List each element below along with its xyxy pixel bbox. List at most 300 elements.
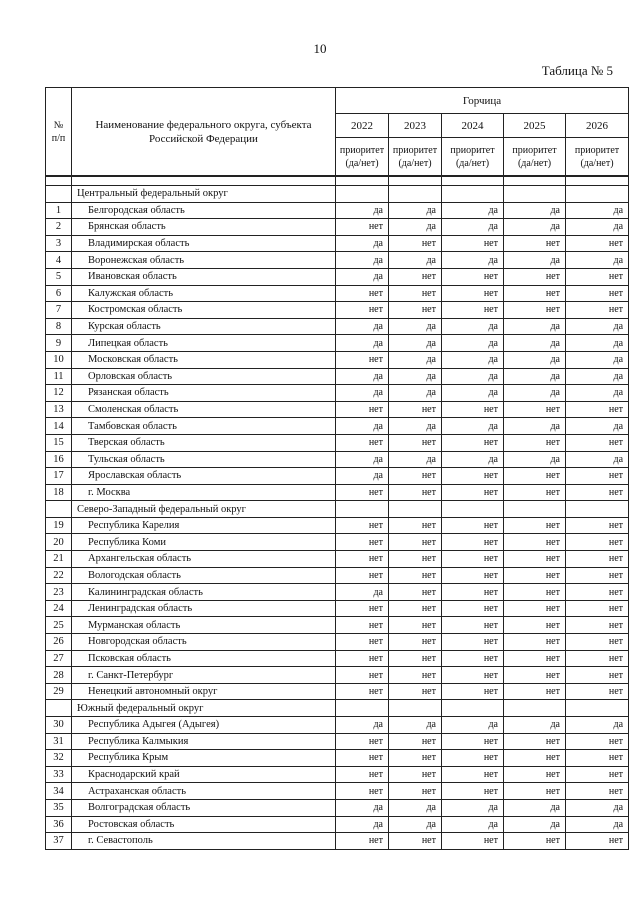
priority-value-2023: нет — [389, 484, 442, 501]
region-name: Воронежская область — [72, 252, 336, 269]
priority-value-2023: нет — [389, 683, 442, 700]
header-year: 2026 — [566, 114, 629, 138]
district-empty-cell — [389, 700, 442, 717]
row-number: 30 — [46, 717, 72, 734]
table-row — [46, 717, 629, 734]
row-number: 24 — [46, 600, 72, 617]
priority-value-2022: нет — [336, 219, 389, 236]
priority-value-2023: нет — [389, 268, 442, 285]
district-row — [46, 700, 629, 717]
region-name: Архангельская область — [72, 551, 336, 568]
row-number: 2 — [46, 219, 72, 236]
priority-value-2025: нет — [504, 302, 566, 319]
priority-value-2026: нет — [566, 733, 629, 750]
table-row — [46, 766, 629, 783]
row-number: 15 — [46, 434, 72, 451]
priority-value-2026: нет — [566, 302, 629, 319]
region-name: Волгоградская область — [72, 799, 336, 816]
priority-value-2022: да — [336, 418, 389, 435]
priority-value-2024: нет — [442, 584, 504, 601]
district-empty-cell — [442, 186, 504, 203]
priority-value-2023: нет — [389, 600, 442, 617]
table-row — [46, 634, 629, 651]
priority-value-2022: да — [336, 451, 389, 468]
priority-value-2022: да — [336, 268, 389, 285]
row-number: 18 — [46, 484, 72, 501]
row-number: 4 — [46, 252, 72, 269]
district-empty-cell — [336, 700, 389, 717]
priority-value-2024: да — [442, 799, 504, 816]
priority-value-2026: нет — [566, 235, 629, 252]
priority-value-2024: нет — [442, 468, 504, 485]
priority-value-2022: нет — [336, 434, 389, 451]
header-priority: приоритет (да/нет) — [566, 138, 629, 177]
priority-value-2026: нет — [566, 783, 629, 800]
priority-value-2024: да — [442, 252, 504, 269]
priority-value-2023: да — [389, 219, 442, 236]
priority-value-2023: нет — [389, 235, 442, 252]
row-number: 16 — [46, 451, 72, 468]
region-name: Владимирская область — [72, 235, 336, 252]
row-number: 17 — [46, 468, 72, 485]
priority-value-2023: нет — [389, 634, 442, 651]
priority-value-2024: да — [442, 202, 504, 219]
priority-value-2023: нет — [389, 750, 442, 767]
header-year: 2024 — [442, 114, 504, 138]
priority-value-2022: нет — [336, 285, 389, 302]
priority-value-2023: нет — [389, 783, 442, 800]
priority-value-2025: нет — [504, 733, 566, 750]
table-row — [46, 484, 629, 501]
priority-value-2026: да — [566, 451, 629, 468]
region-name: Орловская область — [72, 368, 336, 385]
district-empty-cell — [566, 501, 629, 518]
table-row — [46, 235, 629, 252]
table-body — [46, 176, 629, 849]
row-number: 8 — [46, 318, 72, 335]
header-number-abbr: п/п — [51, 132, 66, 144]
priority-value-2024: нет — [442, 683, 504, 700]
region-name: Новгородская область — [72, 634, 336, 651]
region-name: Краснодарский край — [72, 766, 336, 783]
priority-value-2024: нет — [442, 600, 504, 617]
region-name: Рязанская область — [72, 385, 336, 402]
region-name: Республика Карелия — [72, 517, 336, 534]
region-name: Курская область — [72, 318, 336, 335]
region-name: Мурманская область — [72, 617, 336, 634]
region-name: Тульская область — [72, 451, 336, 468]
priority-value-2025: да — [504, 351, 566, 368]
priority-value-2023: нет — [389, 766, 442, 783]
priority-value-2024: да — [442, 418, 504, 435]
priority-value-2025: нет — [504, 285, 566, 302]
priority-value-2025: нет — [504, 401, 566, 418]
table-row — [46, 567, 629, 584]
priority-value-2025: да — [504, 717, 566, 734]
table-row — [46, 600, 629, 617]
table-header — [46, 88, 629, 177]
priority-value-2024: да — [442, 318, 504, 335]
table-caption: Таблица № 5 — [541, 63, 613, 78]
row-number: 31 — [46, 733, 72, 750]
region-name: Калужская область — [72, 285, 336, 302]
region-name: Псковская область — [72, 650, 336, 667]
region-name: Республика Коми — [72, 534, 336, 551]
region-name: Смоленская область — [72, 401, 336, 418]
district-title: Центральный федеральный округ — [72, 186, 336, 203]
priority-value-2024: нет — [442, 517, 504, 534]
priority-value-2023: нет — [389, 567, 442, 584]
priority-value-2022: да — [336, 235, 389, 252]
priority-value-2023: да — [389, 816, 442, 833]
table-row — [46, 667, 629, 684]
priority-value-2025: нет — [504, 600, 566, 617]
page-number: 10 — [313, 41, 327, 56]
table-row — [46, 551, 629, 568]
district-empty-cell — [336, 186, 389, 203]
priority-value-2022: да — [336, 335, 389, 352]
priority-value-2024: да — [442, 351, 504, 368]
priority-value-2026: нет — [566, 401, 629, 418]
priority-value-2023: нет — [389, 551, 442, 568]
priority-value-2025: нет — [504, 783, 566, 800]
priority-value-2024: нет — [442, 750, 504, 767]
row-number: 5 — [46, 268, 72, 285]
priority-value-2026: нет — [566, 468, 629, 485]
priority-value-2023: нет — [389, 733, 442, 750]
table-row — [46, 368, 629, 385]
row-number: 29 — [46, 683, 72, 700]
priority-value-2024: нет — [442, 235, 504, 252]
priority-value-2024: нет — [442, 634, 504, 651]
district-empty-cell — [504, 700, 566, 717]
priority-value-2022: нет — [336, 783, 389, 800]
priority-value-2025: нет — [504, 517, 566, 534]
row-number: 27 — [46, 650, 72, 667]
district-title: Южный федеральный округ — [72, 700, 336, 717]
table-row — [46, 385, 629, 402]
priority-value-2026: нет — [566, 750, 629, 767]
priority-value-2024: нет — [442, 783, 504, 800]
priority-value-2022: да — [336, 799, 389, 816]
table-row — [46, 733, 629, 750]
priority-value-2022: да — [336, 318, 389, 335]
priority-value-2022: нет — [336, 484, 389, 501]
row-number: 3 — [46, 235, 72, 252]
table-row — [46, 202, 629, 219]
priority-value-2026: да — [566, 335, 629, 352]
region-name: г. Санкт-Петербург — [72, 667, 336, 684]
priority-value-2026: нет — [566, 268, 629, 285]
priority-value-2025: да — [504, 385, 566, 402]
table-row — [46, 335, 629, 352]
region-name: Вологодская область — [72, 567, 336, 584]
row-number: 14 — [46, 418, 72, 435]
region-name: г. Москва — [72, 484, 336, 501]
priority-value-2023: нет — [389, 667, 442, 684]
priority-value-2022: нет — [336, 551, 389, 568]
table-row — [46, 833, 629, 850]
priority-value-2026: нет — [566, 484, 629, 501]
priority-value-2026: нет — [566, 766, 629, 783]
priority-value-2022: нет — [336, 617, 389, 634]
priority-value-2026: да — [566, 219, 629, 236]
priority-value-2023: да — [389, 799, 442, 816]
priority-value-2023: да — [389, 318, 442, 335]
priority-value-2022: нет — [336, 302, 389, 319]
region-name: Ивановская область — [72, 268, 336, 285]
row-number: 28 — [46, 667, 72, 684]
row-number: 12 — [46, 385, 72, 402]
priority-value-2023: да — [389, 202, 442, 219]
table-row — [46, 650, 629, 667]
row-number: 25 — [46, 617, 72, 634]
district-empty-cell — [442, 700, 504, 717]
table-row — [46, 285, 629, 302]
priority-value-2022: да — [336, 584, 389, 601]
priority-value-2024: да — [442, 335, 504, 352]
district-empty-cell — [389, 501, 442, 518]
priority-value-2026: да — [566, 318, 629, 335]
priority-value-2024: да — [442, 385, 504, 402]
row-number: 23 — [46, 584, 72, 601]
header-priority: приоритет (да/нет) — [336, 138, 389, 177]
priority-value-2023: нет — [389, 517, 442, 534]
row-number: 6 — [46, 285, 72, 302]
priority-value-2026: нет — [566, 667, 629, 684]
table-row — [46, 451, 629, 468]
priority-value-2022: нет — [336, 567, 389, 584]
header-number-column — [46, 88, 72, 177]
priority-value-2025: да — [504, 318, 566, 335]
priority-value-2025: нет — [504, 766, 566, 783]
table-row — [46, 401, 629, 418]
district-empty-cell — [504, 186, 566, 203]
row-number: 32 — [46, 750, 72, 767]
priority-value-2026: да — [566, 368, 629, 385]
priority-value-2023: нет — [389, 534, 442, 551]
district-number-cell — [46, 700, 72, 717]
priority-value-2024: нет — [442, 484, 504, 501]
priority-value-2024: нет — [442, 534, 504, 551]
district-row — [46, 186, 629, 203]
priority-value-2026: нет — [566, 285, 629, 302]
priority-value-2024: нет — [442, 434, 504, 451]
region-name: Московская область — [72, 351, 336, 368]
priority-value-2024: нет — [442, 733, 504, 750]
priority-value-2022: нет — [336, 634, 389, 651]
priority-value-2026: нет — [566, 584, 629, 601]
priority-value-2023: нет — [389, 468, 442, 485]
table-row — [46, 252, 629, 269]
priority-value-2022: да — [336, 202, 389, 219]
district-row — [46, 501, 629, 518]
priority-value-2025: да — [504, 202, 566, 219]
table-row — [46, 816, 629, 833]
table-row — [46, 799, 629, 816]
district-empty-cell — [336, 501, 389, 518]
priority-value-2026: нет — [566, 617, 629, 634]
priority-value-2024: нет — [442, 617, 504, 634]
priority-value-2023: нет — [389, 617, 442, 634]
priority-value-2024: да — [442, 717, 504, 734]
region-name: Белгородская область — [72, 202, 336, 219]
priority-value-2023: да — [389, 252, 442, 269]
priority-value-2025: нет — [504, 468, 566, 485]
priority-value-2025: нет — [504, 667, 566, 684]
region-name: Ярославская область — [72, 468, 336, 485]
district-empty-cell — [389, 186, 442, 203]
priority-value-2023: да — [389, 717, 442, 734]
priority-value-2025: нет — [504, 683, 566, 700]
priority-value-2026: нет — [566, 600, 629, 617]
priority-value-2024: нет — [442, 401, 504, 418]
priority-value-2022: нет — [336, 667, 389, 684]
priority-value-2024: да — [442, 816, 504, 833]
priority-value-2025: нет — [504, 534, 566, 551]
priority-value-2022: да — [336, 368, 389, 385]
region-name: Республика Адыгея (Адыгея) — [72, 717, 336, 734]
region-name: Ростовская область — [72, 816, 336, 833]
priority-value-2022: да — [336, 252, 389, 269]
region-name: Ленинградская область — [72, 600, 336, 617]
priority-value-2022: нет — [336, 833, 389, 850]
priority-value-2024: да — [442, 451, 504, 468]
row-number: 35 — [46, 799, 72, 816]
region-name: Тамбовская область — [72, 418, 336, 435]
priority-value-2023: нет — [389, 434, 442, 451]
table-row — [46, 219, 629, 236]
row-number: 26 — [46, 634, 72, 651]
table-row — [46, 302, 629, 319]
priority-value-2022: нет — [336, 750, 389, 767]
priority-value-2026: нет — [566, 833, 629, 850]
table-row — [46, 584, 629, 601]
priority-value-2026: да — [566, 385, 629, 402]
row-number: 9 — [46, 335, 72, 352]
priority-value-2026: нет — [566, 434, 629, 451]
priority-value-2024: нет — [442, 302, 504, 319]
priority-value-2026: нет — [566, 634, 629, 651]
region-name: Республика Крым — [72, 750, 336, 767]
priority-value-2023: нет — [389, 401, 442, 418]
priority-value-2025: нет — [504, 268, 566, 285]
header-priority: приоритет (да/нет) — [504, 138, 566, 177]
priority-value-2026: нет — [566, 650, 629, 667]
priority-value-2026: да — [566, 717, 629, 734]
row-number: 34 — [46, 783, 72, 800]
priority-value-2025: да — [504, 219, 566, 236]
priority-value-2023: нет — [389, 584, 442, 601]
header-year: 2023 — [389, 114, 442, 138]
priority-value-2022: нет — [336, 517, 389, 534]
priority-value-2025: нет — [504, 750, 566, 767]
priority-value-2024: нет — [442, 268, 504, 285]
priority-value-2024: нет — [442, 650, 504, 667]
row-number: 37 — [46, 833, 72, 850]
header-year: 2022 — [336, 114, 389, 138]
priority-value-2022: да — [336, 717, 389, 734]
table-row — [46, 683, 629, 700]
priority-value-2025: нет — [504, 617, 566, 634]
region-name: Костромская область — [72, 302, 336, 319]
priority-value-2023: нет — [389, 833, 442, 850]
priority-value-2025: да — [504, 335, 566, 352]
district-empty-cell — [566, 186, 629, 203]
region-name: Тверская область — [72, 434, 336, 451]
priority-value-2025: нет — [504, 434, 566, 451]
table-row — [46, 783, 629, 800]
priority-value-2023: да — [389, 368, 442, 385]
priority-value-2026: да — [566, 202, 629, 219]
priority-value-2022: нет — [336, 766, 389, 783]
priority-value-2022: да — [336, 816, 389, 833]
priority-value-2023: нет — [389, 302, 442, 319]
region-name: г. Севастополь — [72, 833, 336, 850]
priority-value-2025: да — [504, 816, 566, 833]
district-empty-cell — [566, 700, 629, 717]
priority-value-2026: да — [566, 252, 629, 269]
priority-value-2024: нет — [442, 833, 504, 850]
priority-value-2022: нет — [336, 650, 389, 667]
priority-value-2022: да — [336, 468, 389, 485]
priority-value-2022: нет — [336, 534, 389, 551]
priority-value-2026: да — [566, 351, 629, 368]
row-number: 36 — [46, 816, 72, 833]
region-name: Брянская область — [72, 219, 336, 236]
district-number-cell — [46, 501, 72, 518]
header-number-sign: № — [53, 119, 64, 131]
region-name: Астраханская область — [72, 783, 336, 800]
priority-value-2025: нет — [504, 634, 566, 651]
priority-value-2022: нет — [336, 600, 389, 617]
header-name-column: Наименование федерального округа, субъекта Российской Федерации — [72, 88, 336, 177]
table-row — [46, 418, 629, 435]
priority-value-2023: да — [389, 451, 442, 468]
header-crop: Горчица — [336, 88, 629, 114]
row-number: 11 — [46, 368, 72, 385]
priority-value-2025: нет — [504, 567, 566, 584]
priority-value-2023: нет — [389, 650, 442, 667]
region-name: Республика Калмыкия — [72, 733, 336, 750]
priority-value-2025: нет — [504, 650, 566, 667]
district-empty-cell — [442, 501, 504, 518]
priority-value-2023: да — [389, 351, 442, 368]
priority-value-2024: нет — [442, 551, 504, 568]
row-number: 21 — [46, 551, 72, 568]
district-number-cell — [46, 186, 72, 203]
row-number: 1 — [46, 202, 72, 219]
priority-value-2023: нет — [389, 285, 442, 302]
priority-value-2025: да — [504, 799, 566, 816]
district-empty-cell — [504, 501, 566, 518]
priority-value-2024: нет — [442, 766, 504, 783]
priority-value-2023: да — [389, 418, 442, 435]
row-number: 19 — [46, 517, 72, 534]
header-divider-row — [46, 176, 629, 186]
priority-value-2022: нет — [336, 683, 389, 700]
priority-value-2025: нет — [504, 833, 566, 850]
table-row — [46, 468, 629, 485]
priority-value-2026: нет — [566, 567, 629, 584]
priority-value-2025: нет — [504, 551, 566, 568]
header-priority: приоритет (да/нет) — [442, 138, 504, 177]
priority-value-2024: нет — [442, 567, 504, 584]
region-name: Калининградская область — [72, 584, 336, 601]
priority-value-2024: да — [442, 219, 504, 236]
priority-value-2023: да — [389, 335, 442, 352]
row-number: 20 — [46, 534, 72, 551]
